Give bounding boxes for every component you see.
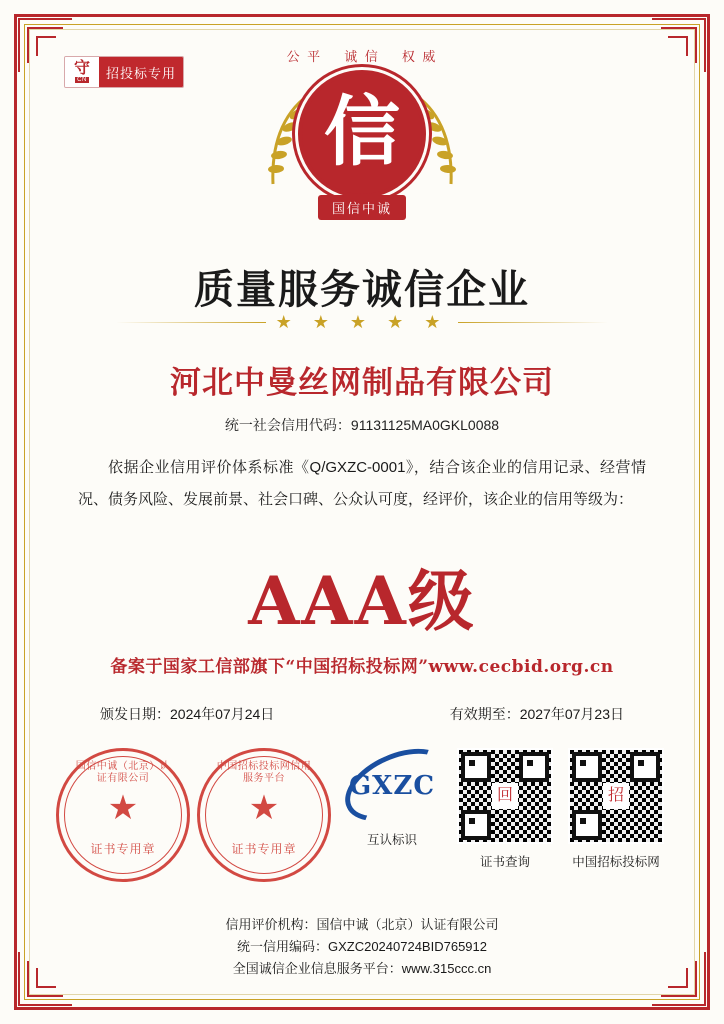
seal-arc-text: 国信中诚（北京）认证有限公司: [75, 761, 171, 784]
badge-logo-icon: [65, 57, 99, 87]
credit-grade: AAA级: [248, 562, 476, 640]
emblem-seal-circle: [298, 70, 426, 198]
qr-center-logo: 回: [492, 783, 518, 809]
seal-certification-company: [56, 748, 190, 882]
badge-label: 招投标专用: [99, 57, 183, 87]
qr-finder-bottom-left: [461, 810, 491, 840]
gxzc-caption: 互认标识: [366, 833, 417, 847]
qr-verify-caption: 证书查询: [479, 855, 530, 869]
bidding-badge: [64, 56, 184, 88]
footer-platform: 全国诚信企业信息服务平台：www.315ccc.cn: [232, 961, 492, 976]
badge-logo-sub: CN: [77, 77, 87, 83]
page-title: 质量服务诚信企业: [194, 266, 530, 313]
qr-bidding-site-block[interactable]: [564, 748, 668, 870]
qr-verify-block[interactable]: [453, 748, 557, 870]
divider-line-right: [458, 322, 608, 323]
qr-finder-top-right: [519, 752, 549, 782]
credit-emblem: [247, 46, 477, 224]
company-name: 河北中曼丝网制品有限公司: [170, 365, 554, 401]
qr-finder-top-left: [572, 752, 602, 782]
corner-ornament-top-right: [652, 18, 706, 72]
star-divider: [0, 312, 724, 333]
issue-date: 颁发日期：2024年07月24日: [100, 706, 275, 722]
date-row: [100, 704, 624, 724]
star-rating: ★ ★ ★ ★ ★: [275, 312, 449, 332]
seal-bottom-text: 证书专用章: [231, 842, 297, 856]
emblem-word-1: 公 平: [286, 49, 323, 64]
gxzc-logo-text: GXZC: [348, 771, 436, 801]
footer-info: [0, 914, 724, 980]
footer-agency: 信用评价机构：国信中诚（北京）认证有限公司: [225, 917, 499, 932]
valid-until-date: 有效期至：2027年07月23日: [449, 706, 624, 722]
seal-row: [56, 748, 668, 888]
seal-star-icon: ★: [248, 789, 280, 827]
gxzc-mark-block: [338, 748, 446, 848]
seal-arc-text: 中国招标投标网信用服务平台: [216, 761, 312, 784]
emblem-center-char: 信: [324, 87, 400, 176]
seal-bottom-text: 证书专用章: [90, 842, 156, 856]
emblem-word-3: 权 威: [401, 49, 438, 64]
emblem-ribbon-label: 国信中诚: [318, 195, 406, 220]
record-statement: 备案于国家工信部旗下“中国招标投标网”www.cecbid.org.cn: [110, 657, 614, 677]
emblem-word-2: 诚 信: [344, 49, 380, 64]
qr-center-logo: 招: [603, 783, 629, 809]
evaluation-paragraph: 依据企业信用评价体系标准《Q/GXZC-0001》，结合该企业的信用记录、经营情况、债务风险、发展前景、社会口碑、公众认可度，经评价，该企业的信用等级为：: [78, 459, 646, 508]
qr-code-verify[interactable]: [457, 748, 553, 844]
seal-star-icon: ★: [107, 789, 139, 827]
qr-bidding-site-caption: 中国招标投标网: [572, 855, 660, 869]
credit-code: 统一社会信用代码：91131125MA0GKL0088: [224, 417, 500, 433]
gxzc-logo-icon: [338, 748, 446, 818]
qr-finder-top-left: [461, 752, 491, 782]
qr-finder-top-right: [630, 752, 660, 782]
qr-finder-bottom-left: [572, 810, 602, 840]
qr-code-bidding-site[interactable]: [568, 748, 664, 844]
emblem-top-words: [247, 46, 477, 65]
badge-logo-glyph: 守: [73, 60, 90, 77]
divider-line-left: [116, 322, 266, 323]
footer-credit-number: 统一信用编码：GXZC20240724BID765912: [236, 939, 487, 954]
seal-bidding-platform: [197, 748, 331, 882]
